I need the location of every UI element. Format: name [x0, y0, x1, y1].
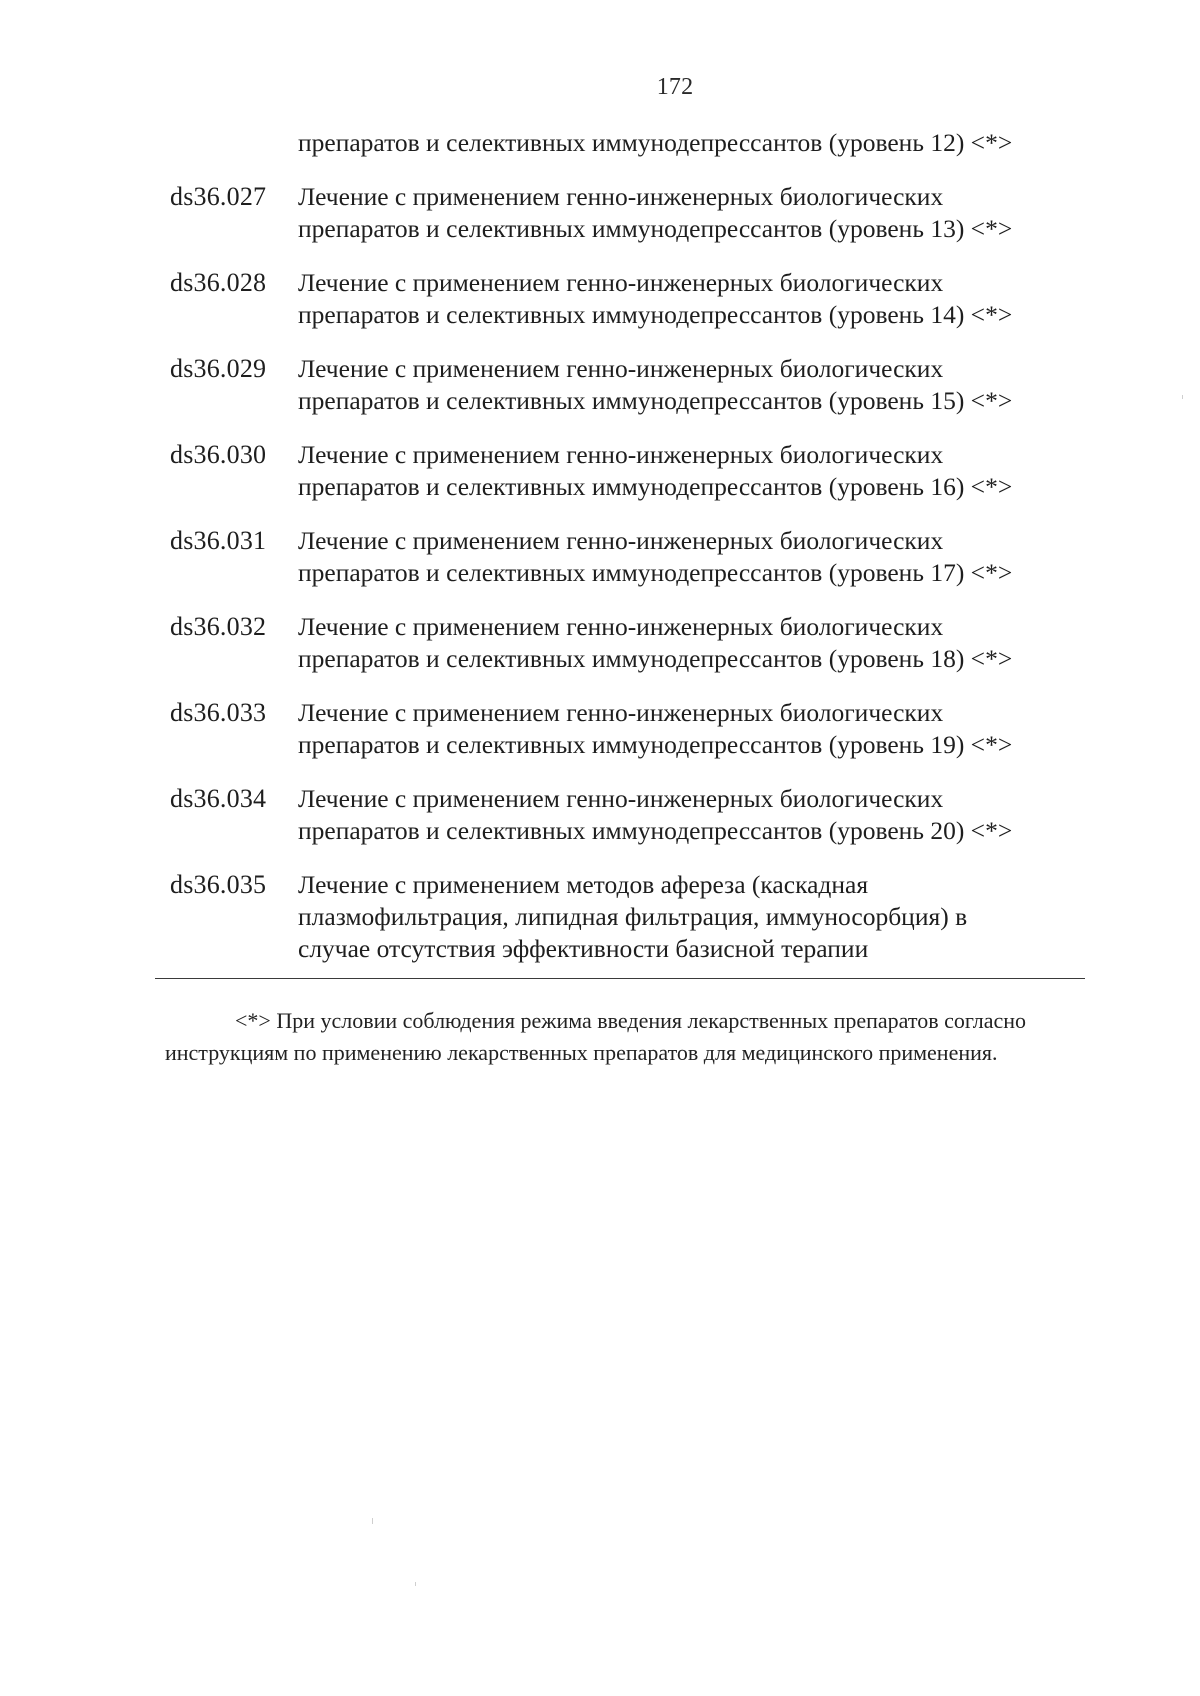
list-item: [170, 783, 1070, 869]
entry-line: Лечение с применением генно-инженерных биологических: [298, 612, 944, 641]
list-item: [170, 697, 1070, 783]
entry-line: Лечение с применением генно-инженерных биологических: [298, 698, 944, 727]
entry-description: [298, 697, 1078, 761]
entry-description: [298, 353, 1078, 417]
list-item: [170, 611, 1070, 697]
footnote-line: инструкциям по применению лекарственных препаратов для медицинского применения.: [165, 1040, 998, 1065]
continuation-line: препаратов и селективных иммунодепрессантов (уровень 12) <*>: [298, 128, 1013, 157]
entry-line: случае отсутствия эффективности базисной терапии: [298, 934, 869, 963]
entry-description: [298, 439, 1078, 503]
list-item: [170, 439, 1070, 525]
entry-code: ds36.027: [170, 182, 267, 211]
list-item: [170, 869, 1070, 969]
entry-description: [298, 783, 1078, 847]
entry-line: препаратов и селективных иммунодепрессантов (уровень 19) <*>: [298, 730, 1013, 759]
entry-code: ds36.034: [170, 784, 267, 813]
entry-code: ds36.033: [170, 698, 267, 727]
list-item: [170, 525, 1070, 611]
entry-line: препаратов и селективных иммунодепрессантов (уровень 20) <*>: [298, 816, 1013, 845]
entry-line: плазмофильтрация, липидная фильтрация, иммуносорбция) в: [298, 902, 968, 931]
entry-code: ds36.030: [170, 440, 267, 469]
list-item: [170, 181, 1070, 267]
entry-line: Лечение с применением генно-инженерных биологических: [298, 268, 944, 297]
entry-line: препаратов и селективных иммунодепрессантов (уровень 14) <*>: [298, 300, 1013, 329]
list-item: [170, 267, 1070, 353]
list-item: [170, 353, 1070, 439]
entry-line: Лечение с применением генно-инженерных биологических: [298, 784, 944, 813]
entry-description: [298, 267, 1078, 331]
entry-code: ds36.035: [170, 870, 267, 899]
entry-description: [298, 611, 1078, 675]
entry-line: препаратов и селективных иммунодепрессантов (уровень 16) <*>: [298, 472, 1013, 501]
entry-line: Лечение с применением генно-инженерных биологических: [298, 440, 944, 469]
entry-code: ds36.028: [170, 268, 267, 297]
scan-speck: [372, 1518, 373, 1524]
entry-code: ds36.032: [170, 612, 267, 641]
scan-speck: [1182, 395, 1183, 399]
entry-line: препаратов и селективных иммунодепрессантов (уровень 15) <*>: [298, 386, 1013, 415]
footnote: [165, 1005, 1125, 1069]
entry-line: препаратов и селективных иммунодепрессантов (уровень 18) <*>: [298, 644, 1013, 673]
entry-line: Лечение с применением генно-инженерных биологических: [298, 354, 944, 383]
entry-line: препаратов и селективных иммунодепрессантов (уровень 13) <*>: [298, 214, 1013, 243]
entry-code: ds36.031: [170, 526, 267, 555]
entry-description: [298, 181, 1078, 245]
entry-line: Лечение с применением генно-инженерных биологических: [298, 182, 944, 211]
scan-speck: [415, 1582, 416, 1586]
entry-description: [298, 869, 1078, 965]
entry-line: Лечение с применением генно-инженерных биологических: [298, 526, 944, 555]
page-number: 172: [656, 74, 694, 100]
footnote-divider: [155, 978, 1085, 979]
entry-line: Лечение с применением методов афереза (каскадная: [298, 870, 869, 899]
entry-description: [298, 525, 1078, 589]
entry-list: [170, 181, 1070, 969]
entry-code: ds36.029: [170, 354, 267, 383]
footnote-line: <*> При условии соблюдения режима введения лекарственных препаратов согласно: [235, 1008, 1027, 1033]
entry-line: препаратов и селективных иммунодепрессантов (уровень 17) <*>: [298, 558, 1013, 587]
